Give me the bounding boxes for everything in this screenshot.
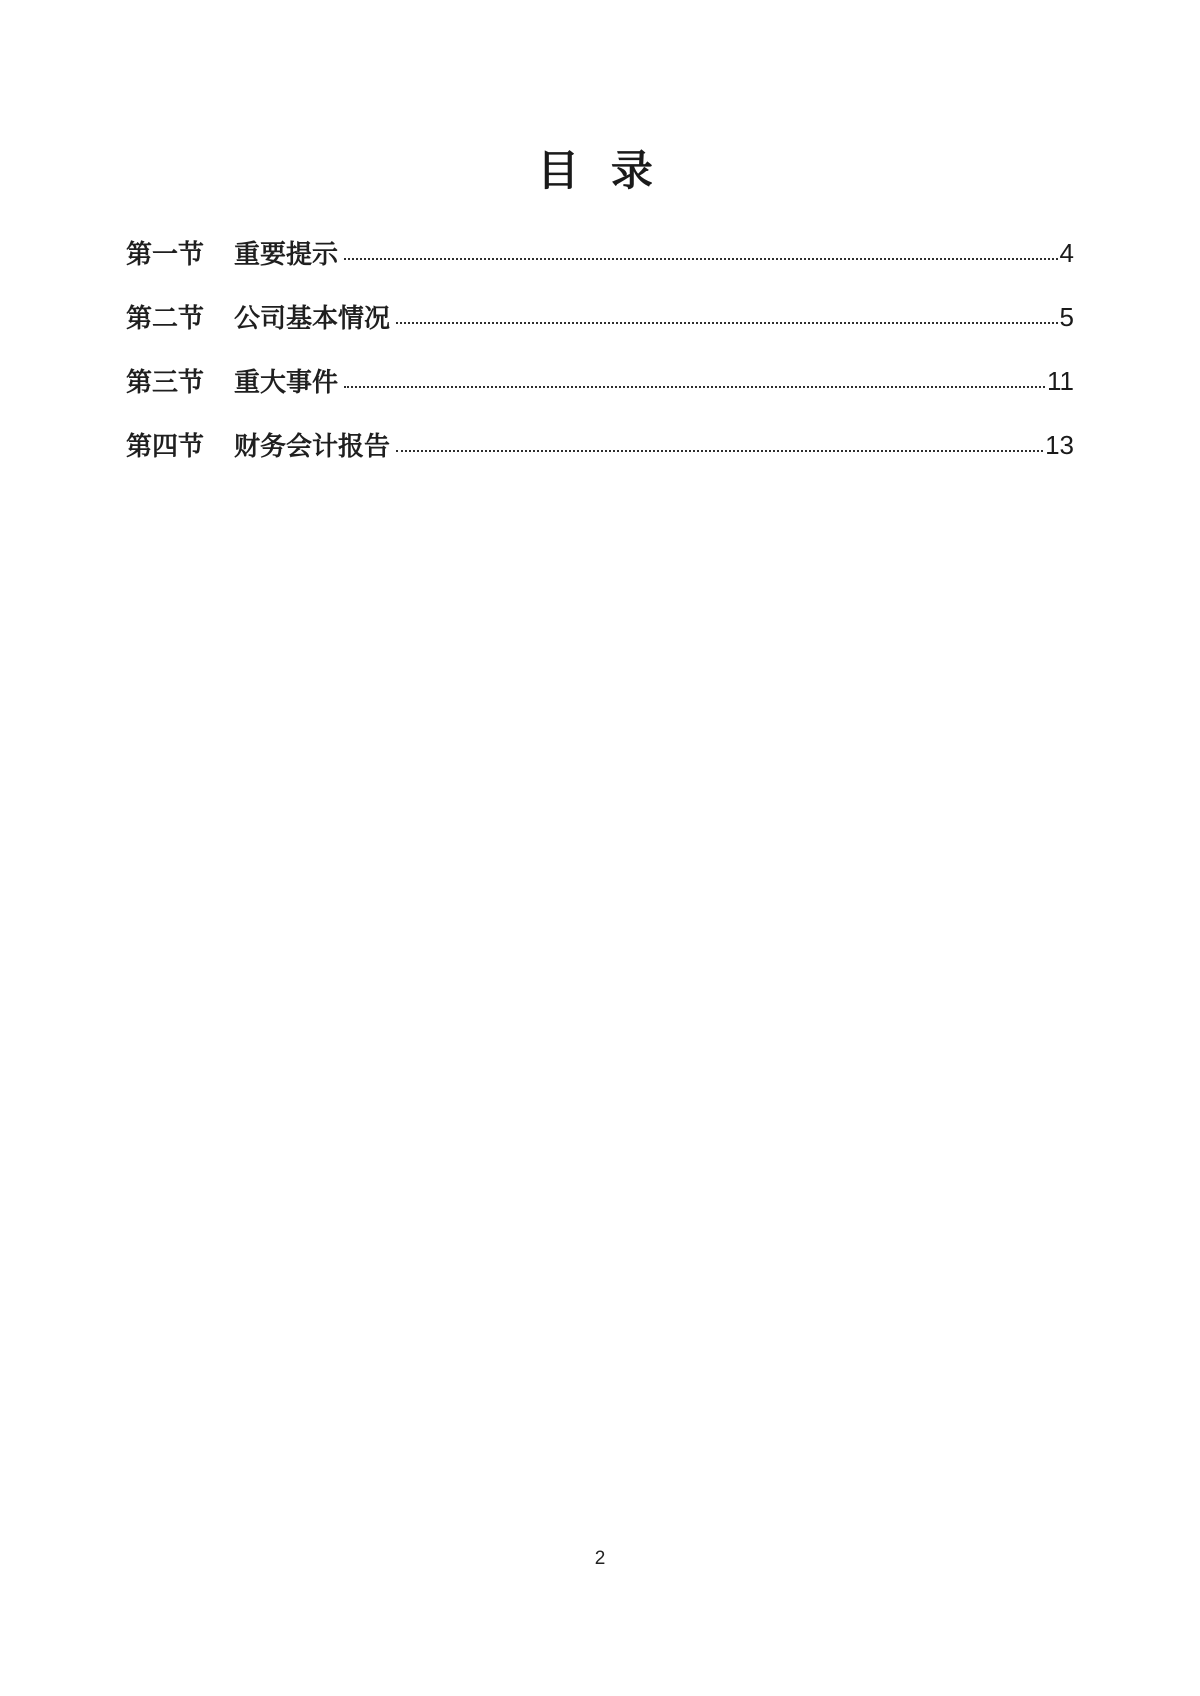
toc-dot-leader bbox=[396, 450, 1043, 452]
toc-entry-company-profile[interactable] bbox=[126, 284, 1074, 348]
toc-section-label: 第二节 bbox=[126, 302, 205, 333]
footer-page-number: 2 bbox=[594, 1548, 606, 1569]
toc-section-label: 第三节 bbox=[126, 366, 205, 397]
toc-entry-financial-report[interactable] bbox=[126, 412, 1074, 476]
toc-dot-leader bbox=[344, 258, 1058, 260]
toc-entry-important-notice[interactable] bbox=[126, 220, 1074, 284]
toc-entry-title: 重要提示 bbox=[234, 238, 339, 269]
toc-entry-major-events[interactable] bbox=[126, 348, 1074, 412]
toc-page-number: 11 bbox=[1047, 365, 1074, 396]
toc-dot-leader bbox=[396, 322, 1058, 324]
toc-entry-title: 财务会计报告 bbox=[234, 430, 391, 461]
toc-dot-leader bbox=[344, 386, 1045, 388]
toc-entry-title: 重大事件 bbox=[234, 366, 339, 397]
toc-entry-title: 公司基本情况 bbox=[234, 302, 391, 333]
page-title: 目 录 bbox=[537, 147, 663, 194]
toc-page-number: 13 bbox=[1045, 429, 1074, 460]
toc-section-label: 第一节 bbox=[126, 238, 205, 269]
table-of-contents bbox=[126, 220, 1074, 476]
toc-page-number: 4 bbox=[1059, 237, 1074, 268]
toc-section-label: 第四节 bbox=[126, 430, 205, 461]
toc-page-number: 5 bbox=[1059, 301, 1074, 332]
